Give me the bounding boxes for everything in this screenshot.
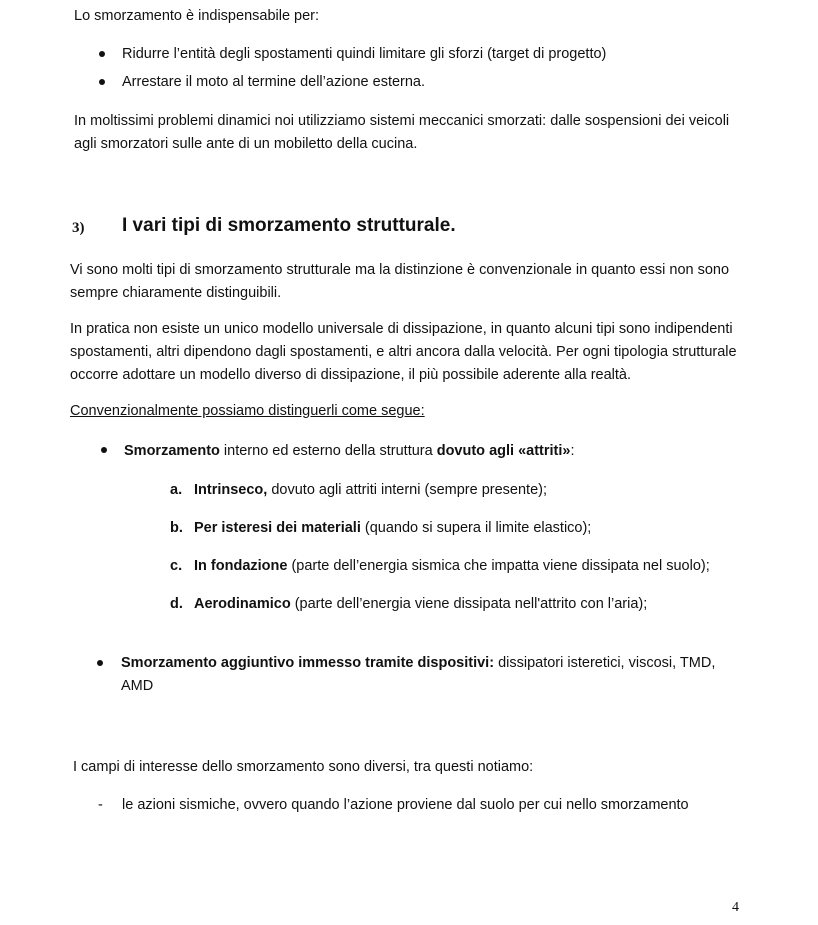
bullet-attriti-bold-2: dovuto agli «attriti» [436,443,571,459]
bullet-attriti-text-1: interno ed esterno della struttura [219,443,437,459]
paragraph-2-line-1: In pratica non esiste un unico modello universale di dissipazione, in quanto alcuni tipi sono indipendenti [70,321,733,337]
bullet-dispositivi-line-2: AMD [121,678,154,694]
sub-item-letter-a: a. [170,482,183,498]
bullet-attriti [124,440,575,462]
sub-item-c-text: (parte dell’energia sismica che impatta viene dissipata nel suolo); [287,558,710,574]
dash-marker: - [98,797,103,813]
sub-item-b-text: (quando si supera il limite elastico); [360,520,592,536]
dash-item-text: le azioni sismiche, ovvero quando l’azione proviene dal suolo per cui nello smorzamento [122,797,689,813]
sub-item-b [194,517,591,539]
sub-item-a-text: dovuto agli attriti interni (sempre presente); [267,482,547,498]
underlined-intro: Convenzionalmente possiamo distinguerli come segue: [70,403,425,419]
campi-line: I campi di interesse dello smorzamento sono diversi, tra questi notiamo: [73,759,534,775]
bullet-dispositivi-text: dissipatori isteretici, viscosi, TMD, [494,655,716,671]
paragraph-1-line-2: sempre chiaramente distinguibili. [70,285,282,301]
paragraph-2-line-3: occorre adottare un modello diverso di dissipazione, il più possibile aderente alla realtà. [70,367,631,383]
page-number: 4 [732,900,739,915]
section-number: 3) [72,220,85,236]
bullet-icon [97,660,103,666]
intro-bullet-1: Ridurre l’entità degli spostamenti quindi limitare gli sforzi (target di progetto) [122,46,607,62]
sub-item-a-bold: Intrinseco, [194,482,268,498]
sub-item-letter-c: c. [170,558,183,574]
intro-paragraph-line-1: In moltissimi problemi dinamici noi utilizziamo sistemi meccanici smorzati: dalle sospensioni dei veicoli [74,113,730,129]
sub-item-letter-b: b. [170,520,183,536]
bullet-attriti-bold-1: Smorzamento [124,443,220,459]
sub-item-d-text: (parte dell’energia viene dissipata nell'attrito con l’aria); [290,596,648,612]
paragraph-1-line-1: Vi sono molti tipi di smorzamento strutturale ma la distinzione è convenzionale in quanto essi non sono [70,262,730,278]
sub-item-letter-d: d. [170,596,183,612]
bullet-dispositivi-line-1 [121,652,715,674]
bullet-icon [101,447,107,453]
paragraph-2-line-2: spostamenti, altri dipendono dagli spostamenti, e altri ancora dalla velocità. Per ogni tipologia strutturale [70,344,737,360]
intro-paragraph-line-2: agli smorzatori sulle ante di un mobiletto della cucina. [74,136,418,152]
intro-line: Lo smorzamento è indispensabile per: [74,8,320,24]
intro-bullet-2: Arrestare il moto al termine dell’azione esterna. [122,74,426,90]
section-title: I vari tipi di smorzamento strutturale. [122,215,456,236]
sub-item-b-bold: Per isteresi dei materiali [194,520,361,536]
sub-item-d-bold: Aerodinamico [194,596,291,612]
bullet-icon [99,51,105,57]
bullet-icon [99,79,105,85]
sub-item-c-bold: In fondazione [194,558,288,574]
bullet-dispositivi-bold: Smorzamento aggiuntivo immesso tramite dispositivi: [121,655,495,671]
bullet-attriti-text-2: : [570,443,575,459]
sub-item-c [194,555,710,577]
sub-item-d [194,593,647,615]
sub-item-a [194,479,547,501]
